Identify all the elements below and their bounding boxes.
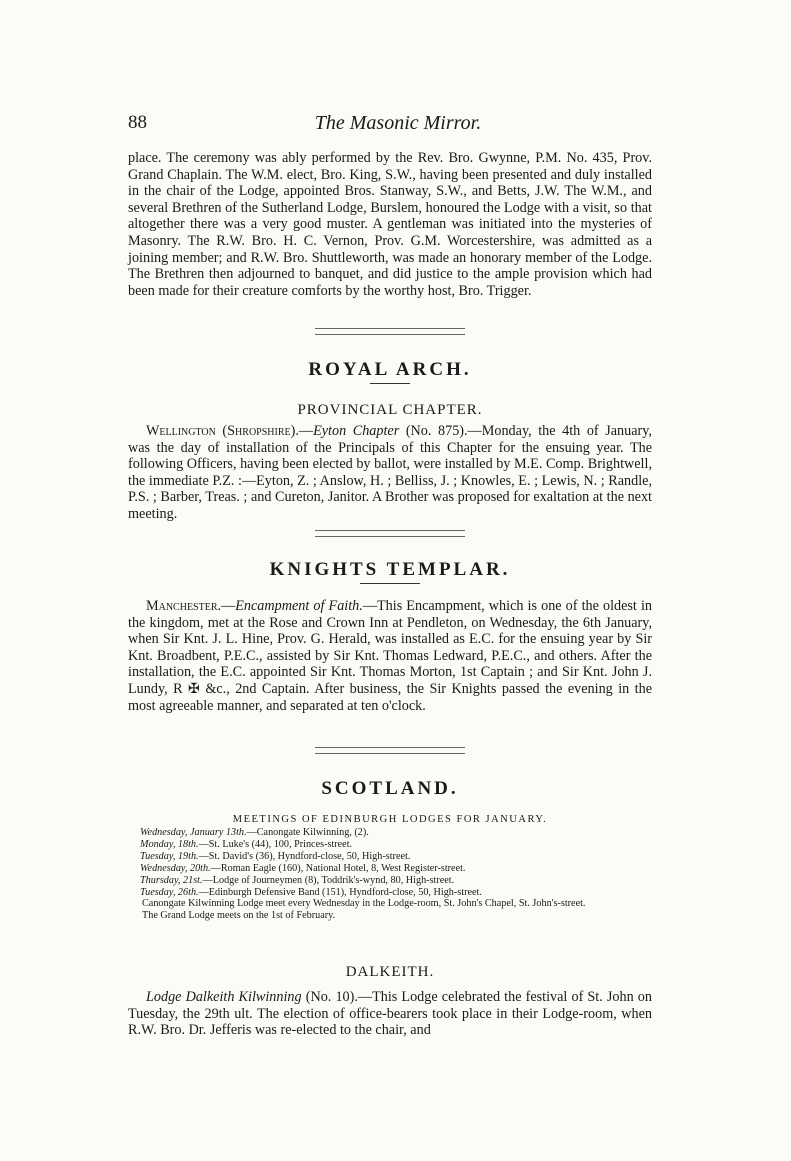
dalkeith-heading: DALKEITH. bbox=[345, 964, 435, 980]
knights-templar-section bbox=[128, 530, 652, 714]
royal-arch-heading: ROYAL ARCH. bbox=[308, 359, 472, 380]
section-divider bbox=[315, 747, 465, 754]
dalkeith-body: (No. 10).—This Lodge celebrated the festival of St. John on Tuesday, the 29th ult. The election of office-bearers took place in their Lodge-room, when R.W. Bro. Dr. Jefferis was re-elected to the chair, and bbox=[128, 989, 652, 1039]
list-item: Monday, 18th.—St. Luke's (44), 100, Princes-street. bbox=[140, 838, 353, 850]
meetings-title: MEETINGS OF EDINBURGH LODGES FOR JANUARY. bbox=[232, 814, 548, 825]
intro-section bbox=[128, 150, 652, 299]
scotland-heading: SCOTLAND. bbox=[321, 778, 459, 799]
page-number: 88 bbox=[128, 112, 147, 133]
grand-lodge-note: The Grand Lodge meets on the 1st of February. bbox=[142, 910, 336, 922]
lodge-name: Lodge Dalkeith Kilwinning bbox=[146, 989, 302, 1005]
meetings-list bbox=[128, 827, 652, 922]
heading-rule bbox=[360, 583, 420, 584]
list-item: Thursday, 21st.—Lodge of Journeymen (8), Toddrik's-wynd, 80, High-street. bbox=[140, 874, 455, 886]
list-item: Wednesday, January 13th.—Canongate Kilwinning, (2). bbox=[140, 827, 369, 838]
running-title: The Masonic Mirror. bbox=[314, 112, 482, 134]
intro-paragraph: place. The ceremony was ably performed by the Rev. Bro. Gwynne, P.M. No. 435, Prov. Grand Chaplain. The W.M. elect, Bro. King, S.W., having been presented and duly installed in the chair of the Lodge, appointed Bros. Stanway, S.W., and Betts, J.W. The W.M., and several Brethren of the Sutherland Lodge, Burslem, honoured the Lodge with a visit, so that altogether there was a very good muster. A gentleman was initiated into the mysteries of Masonry. The R.W. Bro. H. C. Vernon, Prov. G.M. Worcestershire, was admitted as a joining member; and R.W. Bro. Shuttleworth, was made an honorary member of the Lodge. The Brethren then adjourned to banquet, and did justice to the ample provision which had been made for their creature comforts by the worthy host, Bro. Trigger. bbox=[128, 150, 652, 299]
heading-rule bbox=[370, 383, 410, 384]
list-item: Tuesday, 19th.—St. David's (36), Hyndford-close, 50, High-street. bbox=[140, 850, 411, 862]
encampment-name: Encampment of Faith. bbox=[235, 598, 363, 614]
chapter-name: Eyton Chapter bbox=[313, 423, 400, 439]
royal-arch-paragraph: Wellington (Shropshire).—Eyton Chapter (No. 875).—Monday, the 4th of January, was the day of installation of the Principals of this Chapter for the ensuing year. The following Officers, having been elected by ballot, were installed by M.E. Comp. Brightwell, the immediate P.Z. :—Eyton, Z. ; Anslow, H. ; Belliss, J. ; Knowles, E. ; Lewis, N. ; Randle, P.S. ; Barber, Treas. ; and Cureton, Janitor. A Brother was proposed for exaltation at the next meeting. bbox=[128, 423, 652, 522]
knights-templar-heading: KNIGHTS TEMPLAR. bbox=[269, 559, 511, 580]
dalkeith-paragraph bbox=[128, 989, 652, 1039]
lodge-note: Canongate Kilwinning Lodge meet every Wednesday in the Lodge-room, St. John's Chapel, St. John's-street. bbox=[142, 898, 586, 910]
scotland-section bbox=[128, 747, 652, 922]
royal-arch-section bbox=[128, 328, 652, 523]
page-header bbox=[128, 112, 668, 142]
list-item: Wednesday, 20th.—Roman Eagle (160), National Hotel, 8, West Register-street. bbox=[140, 862, 466, 874]
place-name: Wellington (Shropshire). bbox=[146, 423, 299, 439]
dalkeith-section bbox=[128, 964, 652, 1039]
knights-templar-body: —This Encampment, which is one of the oldest in the kingdom, met at the Rose and Crown Inn at Pendleton, on Wednesday, the 6th January, when Sir Knt. J. L. Hine, Prov. G. Herald, was installed as E.C. for the ensuing year by Sir Knt. Broadbent, P.E.C., assisted by Sir Knt. Thomas Ledward, P.E.C., and others. After the installation, the E.C. appointed Sir Knt. Thomas Morton, 1st Captain ; and Sir Knt. John J. Lundy, R ✠ &c., 2nd Captain. After business, the Sir Knights passed the evening in the most agreeable manner, and separated at ten o'clock. bbox=[128, 598, 652, 714]
provincial-chapter-heading: PROVINCIAL CHAPTER. bbox=[297, 402, 483, 418]
list-item: Tuesday, 26th.—Edinburgh Defensive Band (151), Hyndford-close, 50, High-street. bbox=[140, 886, 482, 898]
knights-templar-paragraph: Manchester.—Encampment of Faith.—This Encampment, which is one of the oldest in the kingdom, met at the Rose and Crown Inn at Pendleton, on Wednesday, the 6th January, when Sir Knt. J. L. Hine, Prov. G. Herald, was installed as E.C. for the ensuing year by Sir Knt. Broadbent, P.E.C., assisted by Sir Knt. Thomas Ledward, P.E.C., and others. After the installation, the E.C. appointed Sir Knt. Thomas Morton, 1st Captain ; and Sir Knt. John J. Lundy, R ✠ &c., 2nd Captain. After business, the Sir Knights passed the evening in the most agreeable manner, and separated at ten o'clock. bbox=[128, 598, 652, 714]
section-divider bbox=[315, 328, 465, 335]
place-name: Manchester. bbox=[146, 598, 222, 614]
royal-arch-body: (No. 875).—Monday, the 4th of January, was the day of installation of the Principals of this Chapter for the ensuing year. The following Officers, having been elected by ballot, were installed by M.E. Comp. Brightwell, the immediate P.Z. :—Eyton, Z. ; Anslow, H. ; Belliss, J. ; Knowles, E. ; Lewis, N. ; Randle, P.S. ; Barber, Treas. ; and Cureton, Janitor. A Brother was proposed for exaltation at the next meeting. bbox=[128, 423, 652, 522]
section-divider bbox=[315, 530, 465, 537]
